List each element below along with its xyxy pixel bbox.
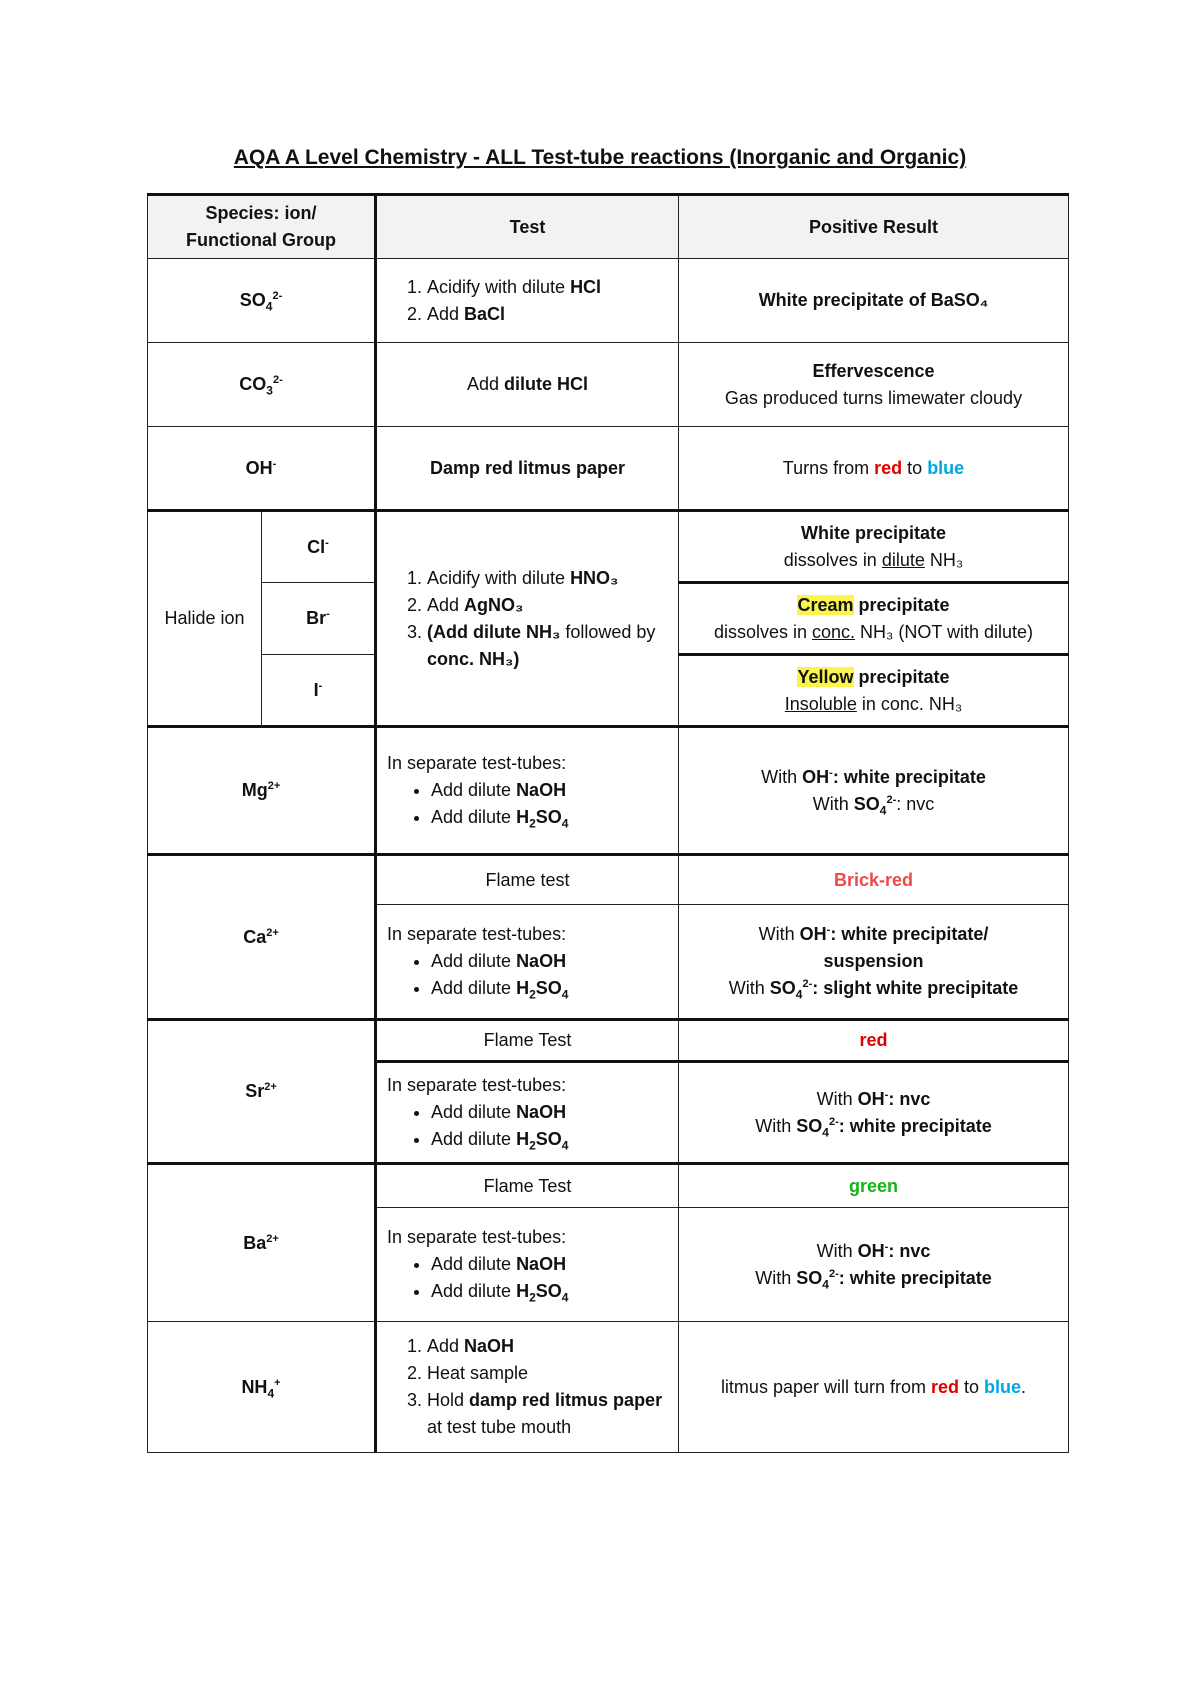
species-header: Species: ion/ Functional Group — [148, 195, 376, 259]
test-co3: Add dilute HCl — [376, 343, 679, 427]
test-header: Test — [376, 195, 679, 259]
result-co3: Effervescence Gas produced turns limewater cloudy — [679, 343, 1069, 427]
test-halide: 1. Acidify with dilute HNO₃ 2. Add AgNO₃ 3. (Add dilute NH₃ followed by conc. NH₃) — [376, 511, 679, 727]
test-mg: In separate test-tubes: • Add dilute NaOH • Add dilute $H_2SO_4$ — [376, 727, 679, 855]
result-sr-solution: With OH-: nvc With $SO_4^{2-}$: white precipitate — [679, 1062, 1069, 1164]
test-oh: Damp red litmus paper — [376, 427, 679, 511]
header-row — [148, 195, 1069, 259]
table-row-co3 — [148, 343, 1069, 427]
result-sr-flame: red — [679, 1020, 1069, 1062]
table-row-nh4 — [148, 1322, 1069, 1453]
test-sr-solution: In separate test-tubes: • Add dilute NaOH • Add dilute $H_2SO_4$ — [376, 1062, 679, 1164]
halide-label: Halide ion — [148, 511, 262, 727]
result-nh4: litmus paper will turn from red to blue. — [679, 1322, 1069, 1453]
test-sr-flame: Flame Test — [376, 1020, 679, 1062]
reactions-table — [147, 193, 1069, 1453]
species-ba: $Ba^{2+}$ — [148, 1164, 376, 1322]
result-mg: With OH-: white precipitate With $SO_4^{2-}$: nvc — [679, 727, 1069, 855]
test-ba-solution: In separate test-tubes: • Add dilute NaOH • Add dilute $H_2SO_4$ — [376, 1208, 679, 1322]
test-ca-solution: In separate test-tubes: • Add dilute NaOH • Add dilute $H_2SO_4$ — [376, 905, 679, 1020]
test-ba-flame: Flame Test — [376, 1164, 679, 1208]
result-ba-solution: With OH-: nvc With $SO_4^{2-}$: white precipitate — [679, 1208, 1069, 1322]
table-row-oh — [148, 427, 1069, 511]
species-mg: $Mg^{2+}$ — [148, 727, 376, 855]
species-oh: OH- — [148, 427, 376, 511]
species-sr: $Sr^{2+}$ — [148, 1020, 376, 1164]
table-row-so4 — [148, 259, 1069, 343]
result-br: Cream precipitate dissolves in conc. NH₃ (NOT with dilute) — [679, 583, 1069, 655]
result-ca-solution: With OH-: white precipitate/ suspension With $SO_4^{2-}$: slight white precipitate — [679, 905, 1069, 1020]
species-cl: Cl- — [262, 511, 376, 583]
page-title: AQA A Level Chemistry - ALL Test-tube reactions (Inorganic and Organic) — [233, 146, 967, 169]
species-nh4: $NH_4^+$ — [148, 1322, 376, 1453]
result-ba-flame: green — [679, 1164, 1069, 1208]
test-so4: 1. Acidify with dilute HCl 2. Add BaCl — [376, 259, 679, 343]
test-ca-flame: Flame test — [376, 855, 679, 905]
result-ca-flame: Brick-red — [679, 855, 1069, 905]
species-br: Br- — [262, 583, 376, 655]
result-header: Positive Result — [679, 195, 1069, 259]
table-row-ba-flame — [148, 1164, 1069, 1208]
test-nh4: 1. Add NaOH 2. Heat sample 3. Hold damp red litmus paper at test tube mouth — [376, 1322, 679, 1453]
table-row-ca-flame — [148, 855, 1069, 905]
species-so4: $SO_4^{2-}$ — [148, 259, 376, 343]
result-i: Yellow precipitate Insoluble in conc. NH₃ — [679, 655, 1069, 727]
species-ca: $Ca^{2+}$ — [148, 855, 376, 1020]
result-cl: White precipitate dissolves in dilute NH₃ — [679, 511, 1069, 583]
species-i: I- — [262, 655, 376, 727]
table-row-halide-cl — [148, 511, 1069, 583]
result-so4: White precipitate of BaSO₄ — [679, 259, 1069, 343]
species-co3: $CO_3^{2-}$ — [148, 343, 376, 427]
table-row-mg — [148, 727, 1069, 855]
result-oh: Turns from red to blue — [679, 427, 1069, 511]
table-row-sr-flame — [148, 1020, 1069, 1062]
